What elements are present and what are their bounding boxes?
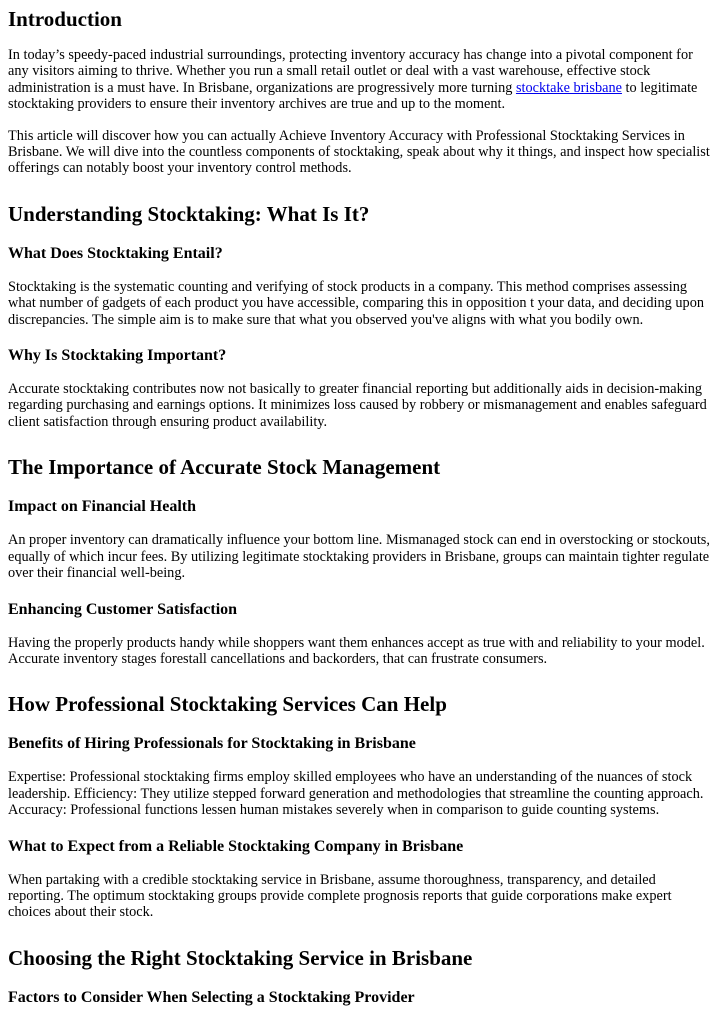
what-to-expect-heading: What to Expect from a Reliable Stocktaking Company in Brisbane — [8, 837, 464, 855]
benefits-hiring-professionals-paragraph: Expertise: Professional stocktaking firms employ skilled employees who have an understanding of the nuances of stock leadership. Efficiency: They utilize stepped forward generation and methodologies that streamline the counting approach. Accuracy: Professional functions lessen human mistakes severely when in comparison to guide counting systems. — [8, 769, 704, 819]
why-stocktaking-important-paragraph: Accurate stocktaking contributes now not basically to greater financial reporting but additionally aids in decision-making regarding purchasing and earnings options. It minimizes loss caused by robbery or mismanagement and enables safeguard client satisfaction through ensuring product availability. — [8, 381, 707, 430]
understanding-heading: Understanding Stocktaking: What Is It? — [8, 201, 370, 226]
intro-heading: Introduction — [8, 7, 122, 31]
intro-paragraph-2: This article will discover how you can actually Achieve Inventory Accuracy with Professional Stocktaking Services in Brisbane. We will dive into the countless components of stocktaking, speak about why it things, and inspect how specialist offerings can notably boost your inventory control methods. — [8, 127, 710, 177]
benefits-hiring-professionals-heading: Benefits of Hiring Professionals for Stocktaking in Brisbane — [8, 735, 416, 753]
what-does-stocktaking-entail-heading: What Does Stocktaking Entail? — [8, 244, 223, 262]
intro-paragraph-1 — [8, 47, 712, 113]
choosing-service-heading: Choosing the Right Stocktaking Service in Brisbane — [8, 945, 473, 970]
impact-financial-health-heading: Impact on Financial Health — [8, 498, 197, 516]
intro-text-before-link: In today’s speedy-paced industrial surroundings, protecting inventory accuracy has change into a pivotal component for any visitors aiming to thrive. Whether you run a small retail outlet or deal with a vast warehouse, effective stock administration is a must have. In Brisbane, organizations are progressively more turning — [8, 47, 693, 96]
impact-financial-health-paragraph: An proper inventory can dramatically influence your bottom line. Mismanaged stock can end in overstocking or stockouts, equally of which incur fees. By utilizing legitimate stocktaking providers in Brisbane, groups can maintain tighter regulate over their financial well-being. — [8, 532, 710, 582]
why-stocktaking-important-heading: Why Is Stocktaking Important? — [8, 347, 227, 365]
article — [0, 7, 720, 1007]
what-does-stocktaking-entail-paragraph: Stocktaking is the systematic counting and verifying of stock products in a company. This method comprises assessing what number of gadgets of each product you have accessible, comparing this in opposition t your data, and deciding upon discrepancies. The simple aim is to make sure that what you observed you've aligns with what you bodily own. — [8, 278, 704, 328]
professional-services-heading: How Professional Stocktaking Services Can Help — [8, 692, 447, 717]
stocktake-brisbane-link[interactable]: stocktake brisbane — [515, 79, 622, 96]
intro-text-after-link: to legitimate stocktaking providers to ensure their inventory archives are true and up to the moment. — [8, 79, 698, 113]
factors-to-consider-heading: Factors to Consider When Selecting a Stocktaking Provider — [8, 988, 415, 1006]
what-to-expect-paragraph: When partaking with a credible stocktaking service in Brisbane, assume thoroughness, transparency, and detailed reporting. The optimum stocktaking groups provide complete prognosis reports that guide corporations make expert choices about their stock. — [8, 871, 672, 921]
importance-heading: The Importance of Accurate Stock Management — [8, 455, 441, 480]
customer-satisfaction-paragraph: Having the properly products handy while shoppers want them enhances accept as true with and reliability to your model. Accurate inventory stages forestall cancellations and backorders, that can frustrate consumers. — [8, 634, 705, 667]
customer-satisfaction-heading: Enhancing Customer Satisfaction — [8, 600, 238, 618]
